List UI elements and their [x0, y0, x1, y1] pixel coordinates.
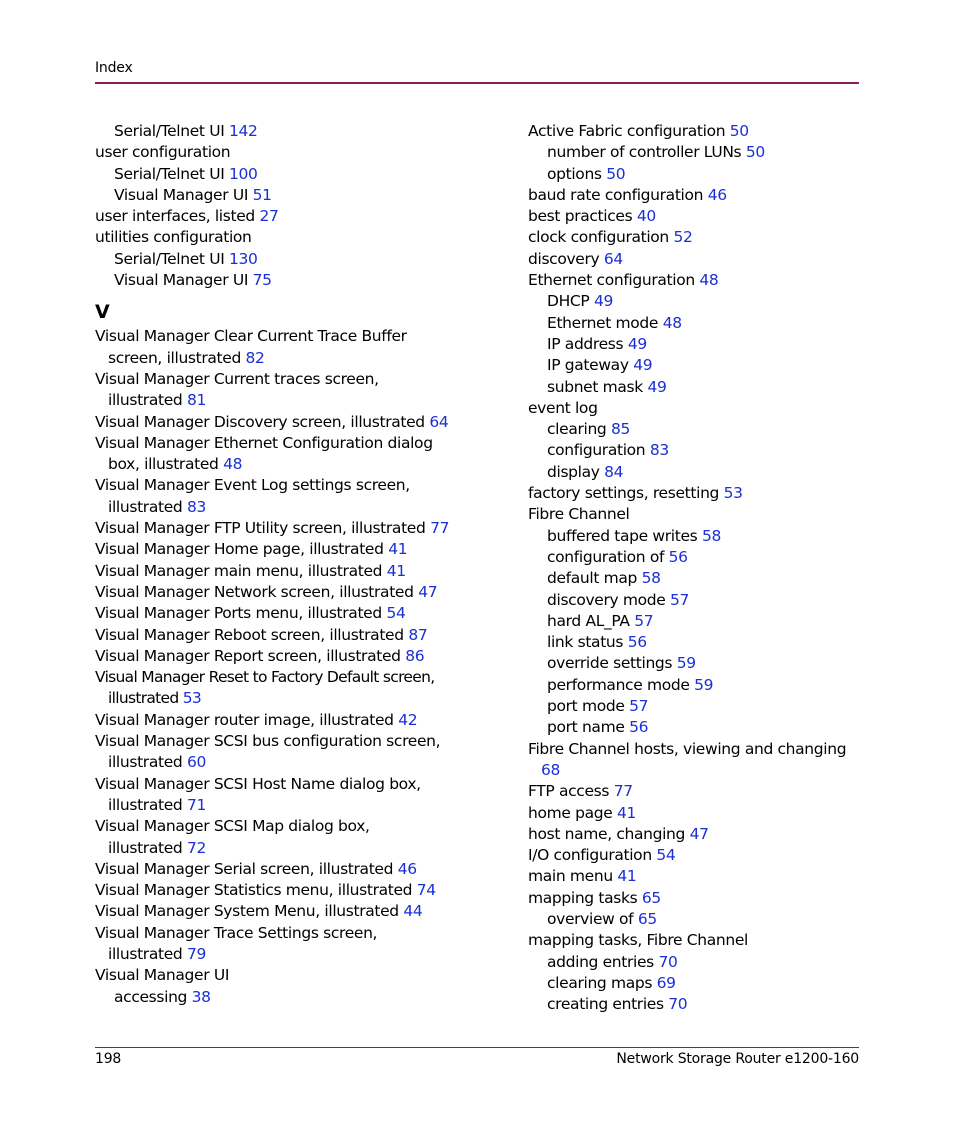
page-link[interactable]: 41 — [617, 803, 637, 822]
index-subentry: number of controller LUNs 50 — [547, 143, 765, 162]
index-entry: Visual Manager FTP Utility screen, illustrated 77 — [95, 519, 450, 538]
page-link[interactable]: 60 — [186, 753, 206, 772]
document-title: Network Storage Router e1200-160 — [616, 1051, 859, 1067]
page-link[interactable]: 41 — [386, 561, 406, 580]
index-subentry: Ethernet mode 48 — [547, 313, 682, 332]
index-entry: Visual Manager Trace Settings screen, illustrated 79 — [95, 923, 378, 963]
index-entry: Visual Manager Clear Current Trace Buffer screen, illustrated 82 — [95, 327, 407, 367]
index-entry: utilities configuration — [95, 228, 252, 247]
page-link[interactable]: 44 — [403, 902, 423, 921]
page-link[interactable]: 49 — [627, 334, 647, 353]
index-entry: Active Fabric configuration 50 — [528, 122, 749, 140]
index-subentry: accessing 38 — [114, 987, 211, 1006]
page-link[interactable]: 83 — [649, 441, 669, 460]
page-link[interactable]: 49 — [593, 292, 613, 311]
index-entry: mapping tasks, Fibre Channel — [528, 931, 748, 950]
page-link[interactable]: 49 — [633, 356, 653, 375]
index-subentry: configuration of 56 — [547, 547, 688, 566]
page-link[interactable]: 72 — [186, 838, 206, 857]
index-entry: Visual Manager Ethernet Configuration dialog box, illustrated 48 — [95, 433, 433, 474]
page-link[interactable]: 57 — [670, 590, 690, 609]
page-link[interactable]: 142 — [229, 122, 258, 140]
page-link[interactable]: 75 — [252, 271, 272, 290]
index-subentry: clearing 85 — [547, 420, 631, 439]
index-subentry: discovery mode 57 — [547, 590, 690, 609]
page-link[interactable]: 51 — [252, 185, 272, 204]
index-entry: clock configuration 52 — [528, 228, 693, 247]
page-link[interactable]: 58 — [701, 526, 721, 545]
page-link[interactable]: 58 — [641, 569, 661, 588]
index-entry: Visual Manager Current traces screen, illustrated 81 — [95, 369, 379, 410]
index-entry: Visual Manager Report screen, illustrated 86 — [95, 646, 425, 665]
page-link[interactable]: 57 — [634, 611, 654, 630]
index-subentry: link status 56 — [547, 633, 647, 652]
page-link[interactable]: 41 — [388, 540, 408, 559]
page-link[interactable]: 71 — [186, 795, 206, 814]
page-link[interactable]: 65 — [641, 888, 661, 907]
index-subentry: override settings 59 — [547, 654, 696, 673]
index-subentry: IP address 49 — [547, 334, 647, 353]
page-link[interactable]: 53 — [723, 484, 743, 503]
index-entry: Visual Manager Statistics menu, illustrated 74 — [95, 881, 436, 900]
page-link[interactable]: 59 — [694, 675, 714, 694]
index-entry: FTP access 77 — [528, 782, 633, 801]
index-entry: Visual Manager SCSI Map dialog box, illustrated 72 — [95, 817, 370, 857]
page-link[interactable]: 46 — [397, 859, 417, 878]
page-link[interactable]: 79 — [186, 944, 206, 963]
index-entry: I/O configuration 54 — [528, 846, 676, 865]
index-entry: baud rate configuration 46 — [528, 185, 727, 204]
page-link[interactable]: 70 — [668, 995, 688, 1014]
index-entry: home page 41 — [528, 803, 637, 822]
page-link[interactable]: 46 — [707, 185, 727, 204]
index-entry: Visual Manager Discovery screen, illustrated 64 — [95, 412, 449, 431]
index-entry: mapping tasks 65 — [528, 888, 661, 907]
page-link[interactable]: 54 — [386, 604, 406, 623]
page-link[interactable]: 87 — [408, 625, 428, 644]
index-subentry: DHCP 49 — [547, 292, 613, 311]
index-subentry: configuration 83 — [547, 441, 669, 460]
page-link[interactable]: 47 — [418, 582, 438, 601]
index-subentry: Visual Manager UI 51 — [114, 185, 272, 204]
index-subentry: overview of 65 — [547, 909, 657, 928]
index-subentry: display 84 — [547, 462, 624, 481]
index-entry: Visual Manager SCSI bus configuration screen, illustrated 60 — [95, 732, 441, 772]
index-entry: user interfaces, listed 27 — [95, 207, 279, 226]
page-link[interactable]: 100 — [229, 164, 258, 183]
page-link[interactable]: 50 — [606, 164, 626, 183]
page-link[interactable]: 86 — [405, 646, 425, 665]
index-letter-heading: V — [95, 301, 110, 324]
index-entry: Visual Manager Home page, illustrated 41 — [95, 540, 408, 559]
index-entry: main menu 41 — [528, 867, 637, 886]
index-subentry: hard AL_PA 57 — [547, 611, 654, 630]
index-subentry: default map 58 — [547, 569, 661, 588]
page-link[interactable]: 41 — [617, 867, 637, 886]
page-link[interactable]: 83 — [186, 497, 206, 516]
index-subentry: clearing maps 69 — [547, 973, 676, 992]
index-subentry: performance mode 59 — [547, 675, 714, 694]
index-subentry: creating entries 70 — [547, 995, 688, 1014]
page-link[interactable]: 56 — [627, 633, 647, 652]
index-entry: Visual Manager Reset to Factory Default screen, illustrated 53 — [95, 668, 435, 708]
page-link[interactable]: 74 — [416, 881, 436, 900]
page-link[interactable]: 50 — [745, 143, 765, 162]
index-entry: Fibre Channel — [528, 505, 630, 524]
index-entry: best practices 40 — [528, 207, 656, 226]
page-link[interactable]: 52 — [673, 228, 693, 247]
page-link[interactable]: 49 — [647, 377, 667, 396]
page-link[interactable]: 48 — [223, 455, 243, 474]
page-link[interactable]: 47 — [689, 824, 709, 843]
page-link[interactable]: 70 — [658, 952, 678, 971]
page-link[interactable]: 130 — [229, 249, 258, 268]
index-entry: Visual Manager Serial screen, illustrated 46 — [95, 859, 417, 878]
page-link[interactable]: 69 — [656, 973, 676, 992]
page-link[interactable]: 85 — [610, 420, 631, 439]
index-entry: Visual Manager Event Log settings screen, illustrated 83 — [95, 476, 410, 516]
page-link[interactable]: 42 — [398, 710, 418, 729]
page-link[interactable]: 57 — [629, 697, 649, 716]
index-entry: Visual Manager Reboot screen, illustrated 87 — [95, 625, 428, 644]
index-subentry: options 50 — [547, 164, 626, 183]
index-subentry: Serial/Telnet UI 130 — [114, 249, 258, 268]
index-subentry: Serial/Telnet UI 142 — [114, 122, 258, 140]
index-entry: user configuration — [95, 143, 231, 162]
running-head: Index — [95, 60, 133, 76]
page-number: 198 — [95, 1051, 122, 1067]
index-column-left — [95, 121, 450, 1008]
index-entry: Visual Manager UI — [95, 966, 230, 985]
index-entry: Visual Manager Ports menu, illustrated 54 — [95, 604, 406, 623]
page-link[interactable]: 38 — [191, 987, 211, 1006]
index-subentry: Visual Manager UI 75 — [114, 271, 272, 290]
page-link[interactable]: 48 — [699, 271, 719, 290]
index-subentry: adding entries 70 — [547, 952, 678, 971]
page-link[interactable]: 64 — [429, 412, 449, 431]
index-entry: event log — [528, 398, 598, 417]
index-entry: Visual Manager SCSI Host Name dialog box, illustrated 71 — [95, 774, 421, 814]
page-link[interactable]: 84 — [604, 462, 624, 481]
index-subentry: buffered tape writes 58 — [547, 526, 721, 545]
page-link[interactable]: 53 — [182, 689, 202, 708]
index-entry: Visual Manager Network screen, illustrated 47 — [95, 582, 438, 601]
page-link[interactable]: 40 — [636, 207, 656, 226]
page-link[interactable]: 64 — [603, 249, 623, 268]
index-subentry: port mode 57 — [547, 697, 649, 716]
index-entry: discovery 64 — [528, 249, 623, 268]
header-rule — [95, 82, 859, 84]
page-link[interactable]: 54 — [656, 846, 676, 865]
page-link[interactable]: 27 — [259, 207, 279, 226]
index-subentry: subnet mask 49 — [547, 377, 667, 396]
index-entry: Visual Manager System Menu, illustrated 44 — [95, 902, 423, 921]
page-link[interactable]: 77 — [613, 782, 633, 801]
page-link[interactable]: 81 — [186, 391, 206, 410]
page-link[interactable]: 59 — [676, 654, 696, 673]
index-entry: Visual Manager main menu, illustrated 41 — [95, 561, 406, 580]
page-link[interactable]: 65 — [637, 909, 657, 928]
index-column-right — [528, 121, 859, 1015]
page-link[interactable]: 82 — [245, 348, 265, 367]
footer-rule — [95, 1047, 859, 1048]
page-link[interactable]: 56 — [629, 718, 649, 737]
page-link[interactable]: 50 — [729, 122, 749, 140]
index-subentry: port name 56 — [547, 718, 649, 737]
page-link[interactable]: 56 — [668, 547, 688, 566]
page-link[interactable]: 48 — [662, 313, 682, 332]
index-entry: Visual Manager router image, illustrated 42 — [95, 710, 418, 729]
index-subentry: Serial/Telnet UI 100 — [114, 164, 258, 183]
index-entry: host name, changing 47 — [528, 824, 709, 843]
page-link[interactable]: 77 — [430, 519, 450, 538]
page-link[interactable]: 68 — [541, 760, 561, 779]
index-entry: Fibre Channel hosts, viewing and changing 68 — [528, 739, 847, 779]
index-entry: factory settings, resetting 53 — [528, 484, 743, 503]
index-entry: Ethernet configuration 48 — [528, 271, 719, 290]
index-subentry: IP gateway 49 — [547, 356, 653, 375]
